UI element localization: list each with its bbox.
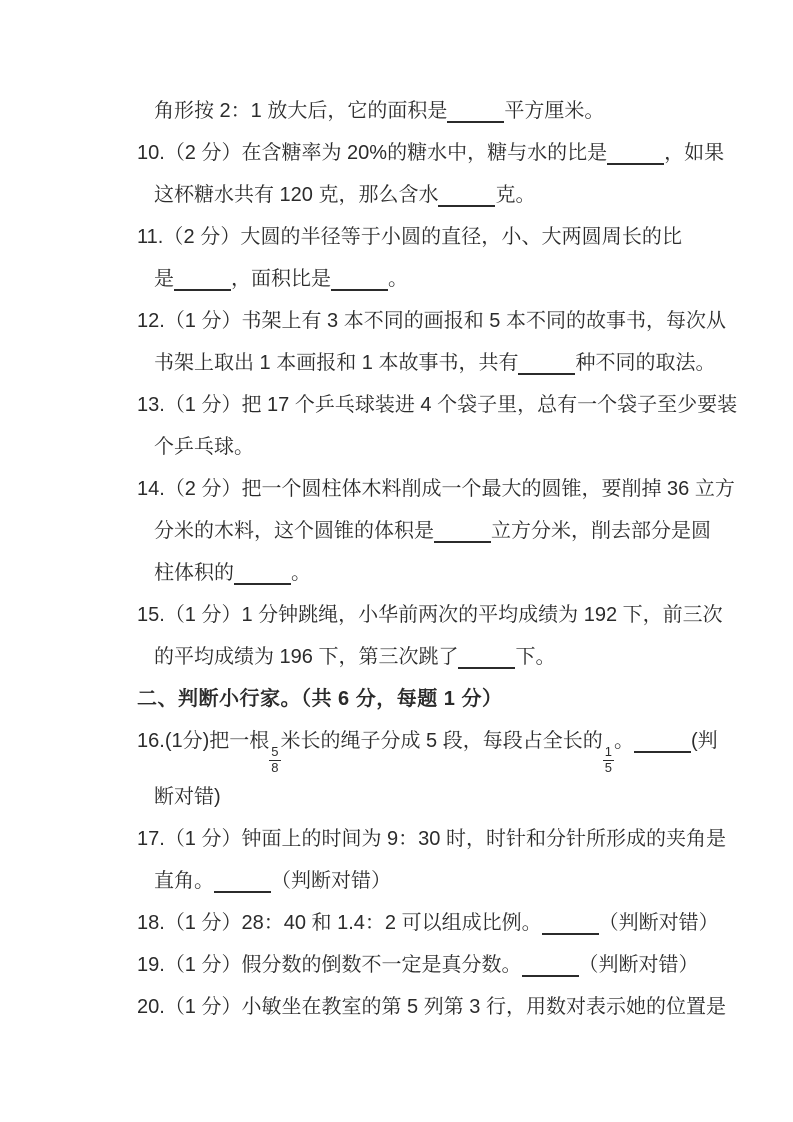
question-item — [137, 594, 723, 678]
answer-blank — [458, 647, 515, 669]
answer-blank — [214, 871, 271, 893]
fraction-numerator: 1 — [604, 744, 612, 759]
question-number: 10. — [137, 142, 165, 164]
text-run: ，如果 — [664, 142, 725, 164]
fraction-numerator: 5 — [271, 744, 279, 759]
text-run: 的平均成绩为 196 下，第三次跳了 — [154, 646, 459, 668]
question-line — [137, 300, 726, 342]
question-item — [137, 384, 738, 468]
question-item — [137, 818, 726, 902]
question-item — [137, 902, 719, 944]
question-line — [137, 132, 725, 174]
question-line — [154, 552, 682, 594]
text-run: （1 分）小敏坐在教室的第 5 列第 3 行，用数对表示她的位置是 — [164, 995, 726, 1018]
text-run: 分米的木料，这个圆锥的体积是 — [154, 520, 434, 542]
question-number: 17. — [137, 827, 165, 850]
fraction-denominator: 5 — [604, 759, 612, 775]
answer-blank — [331, 269, 388, 291]
question-item — [137, 944, 699, 986]
answer-blank — [522, 955, 579, 977]
question-number: 20. — [137, 995, 165, 1018]
question-line — [154, 174, 682, 216]
answer-blank — [607, 143, 664, 165]
question-number: 11. — [137, 226, 164, 248]
text-run: 书架上取出 1 本画报和 1 本故事书，共有 — [154, 352, 519, 374]
text-run: 。 — [613, 730, 634, 752]
answer-blank — [542, 913, 599, 935]
text-run: 克。 — [495, 184, 536, 206]
answer-blank — [234, 563, 291, 585]
text-run: (1分)把一根 — [164, 730, 270, 752]
fraction — [269, 745, 280, 776]
text-run: 直角。 — [154, 869, 214, 892]
text-run: ，面积比是 — [231, 268, 331, 290]
question-line — [137, 720, 718, 776]
question-line — [137, 594, 723, 636]
question-line — [154, 90, 682, 132]
answer-blank — [434, 521, 491, 543]
text-run: 米长的绳子分成 5 段，每段占全长的 — [280, 730, 603, 752]
answer-blank — [634, 731, 691, 753]
fraction — [603, 745, 614, 776]
text-run: 种不同的取法。 — [575, 352, 716, 374]
question-line — [154, 342, 716, 384]
question-line — [154, 776, 682, 818]
answer-blank — [518, 353, 575, 375]
question-item — [137, 132, 725, 216]
answer-blank — [174, 269, 231, 291]
question-number: 18. — [137, 911, 165, 934]
question-item — [137, 90, 682, 132]
text-run: 个乒乓球。 — [154, 436, 254, 458]
question-item — [137, 468, 735, 594]
text-run: 平方厘米。 — [504, 100, 605, 122]
question-line — [137, 468, 735, 510]
question-line — [154, 426, 682, 468]
text-run: （1 分）1 分钟跳绳，小华前两次的平均成绩为 192 下，前三次 — [164, 604, 723, 626]
text-run: 。 — [388, 268, 408, 290]
question-number: 14. — [137, 478, 165, 500]
text-run: 。 — [291, 562, 311, 584]
text-run: （1 分）28：40 和 1.4：2 可以组成比例。 — [164, 911, 542, 934]
question-item — [137, 720, 718, 818]
section-heading: 二、判断小行家。（共 6 分，每题 1 分） — [137, 688, 503, 710]
exam-body — [137, 90, 738, 1028]
text-run: （2 分）把一个圆柱体木料削成一个最大的圆锥，要削掉 36 立方 — [164, 478, 735, 500]
question-item — [137, 986, 726, 1028]
question-line — [154, 258, 682, 300]
question-number: 19. — [137, 953, 165, 976]
question-number: 15. — [137, 604, 165, 626]
text-run: （判断对错） — [578, 953, 699, 976]
fraction-denominator: 8 — [271, 759, 279, 775]
question-line — [137, 902, 719, 944]
text-run: （1 分）假分数的倒数不一定是真分数。 — [164, 953, 522, 976]
text-run: 角形按 2：1 放大后，它的面积是 — [154, 100, 448, 122]
answer-blank — [447, 101, 504, 123]
text-run: 立方分米，削去部分是圆 — [491, 520, 711, 542]
question-line — [137, 216, 682, 258]
text-run: 是 — [154, 268, 174, 290]
question-number: 13. — [137, 394, 165, 416]
text-run: 断对错) — [154, 785, 221, 808]
question-line — [154, 860, 682, 902]
text-run: （判断对错） — [598, 911, 719, 934]
question-item — [137, 300, 726, 384]
text-run: （1 分）钟面上的时间为 9：30 时，时针和分针所形成的夹角是 — [164, 827, 726, 850]
text-run: （判断对错） — [271, 869, 391, 892]
text-run: （1 分）书架上有 3 本不同的画报和 5 本不同的故事书，每次从 — [164, 310, 726, 332]
text-run: 下。 — [515, 646, 556, 668]
text-run: (判 — [690, 730, 718, 752]
question-item — [137, 216, 682, 300]
text-run: （2 分）大圆的半径等于小圆的直径，小、大两圆周长的比 — [163, 226, 682, 248]
text-run: 这杯糖水共有 120 克，那么含水 — [154, 184, 439, 206]
answer-blank — [438, 185, 495, 207]
question-line — [137, 818, 726, 860]
question-line — [154, 510, 711, 552]
question-line — [137, 944, 699, 986]
question-line — [154, 636, 682, 678]
text-run: （2 分）在含糖率为 20%的糖水中，糖与水的比是 — [164, 142, 608, 164]
question-number: 12. — [137, 310, 165, 332]
text-run: （1 分）把 17 个乒乓球装进 4 个袋子里，总有一个袋子至少要装 — [164, 394, 738, 416]
question-number: 16. — [137, 730, 165, 752]
question-line — [137, 384, 738, 426]
question-line — [137, 986, 726, 1028]
text-run: 柱体积的 — [154, 562, 234, 584]
